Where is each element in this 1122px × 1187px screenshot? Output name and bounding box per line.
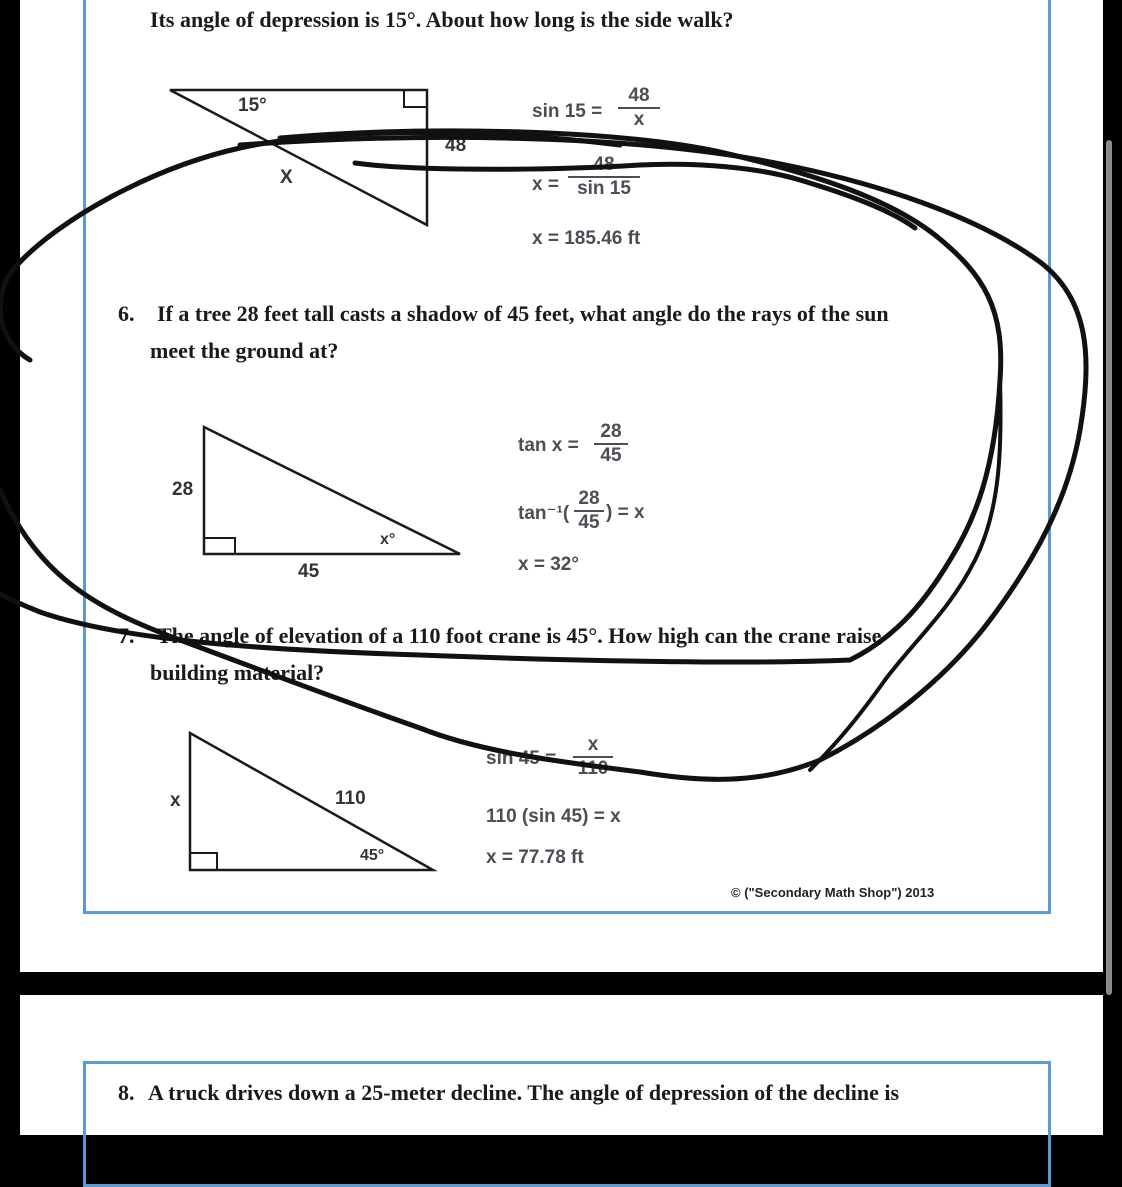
problem-6-eq1-numerator: 28 <box>600 421 622 442</box>
problem-7-number: 7. <box>118 623 135 648</box>
problem-7-eq2: 110 (sin 45) = x <box>486 806 621 827</box>
problem-6-eq2-right: ) = x <box>606 502 645 523</box>
problem-7-line2: building material? <box>150 660 325 685</box>
problem-6-base-label: 45 <box>298 561 320 582</box>
problem-5-eq2-left: x = <box>532 174 559 195</box>
problem-5-eq1-denominator: x <box>633 109 645 130</box>
problem-6-number: 6. <box>118 301 135 326</box>
problem-7-eq1-numerator: x <box>587 734 599 755</box>
problem-6-height-label: 28 <box>172 479 194 500</box>
problem-5-answer: x = 185.46 ft <box>532 228 641 249</box>
problem-5-eq2-numerator: 48 <box>593 154 615 175</box>
problem-8-number: 8. <box>118 1080 135 1105</box>
problem-7-angle-label: 45° <box>360 847 385 864</box>
problem-6-eq2-denominator: 45 <box>578 512 600 533</box>
problem-7-hyp-label: 110 <box>335 788 366 809</box>
problem-5-eq1-numerator: 48 <box>628 85 650 106</box>
problem-7-answer: x = 77.78 ft <box>486 847 584 868</box>
problem-6-eq2-numerator: 28 <box>578 488 600 509</box>
problem-6-eq1-left: tan x = <box>518 435 579 456</box>
problem-5-eq1-left: sin 15 = <box>532 101 603 122</box>
problem-6-eq1-denominator: 45 <box>600 445 622 466</box>
problem-5-hyp-label: X <box>280 167 293 188</box>
problem-6-line2: meet the ground at? <box>150 338 339 363</box>
problem-7-eq1-denominator: 110 <box>577 758 609 779</box>
problem-7-line1: The angle of elevation of a 110 foot crane is 45°. How high can the crane raise <box>157 623 882 648</box>
problem-6-eq2-left: tan⁻¹( <box>518 503 570 524</box>
problem-5-text: Its angle of depression is 15°. About how long is the side walk? <box>150 7 734 32</box>
problem-8-text: A truck drives down a 25-meter decline. The angle of depression of the decline is <box>148 1080 900 1105</box>
problem-5-angle-label: 15° <box>238 95 267 116</box>
problem-5-side-label: 48 <box>445 135 467 156</box>
problem-6-line1: If a tree 28 feet tall casts a shadow of 45 feet, what angle do the rays of the sun <box>157 301 889 326</box>
problem-7-height-label: x <box>170 790 181 811</box>
problem-7-eq1-left: sin 45 = <box>486 748 557 769</box>
copyright-text: © ("Secondary Math Shop") 2013 <box>731 885 935 900</box>
problem-6-angle-label: x° <box>380 531 396 548</box>
problem-6-answer: x = 32° <box>518 554 579 575</box>
problem-5-eq2-denominator: sin 15 <box>577 178 631 199</box>
